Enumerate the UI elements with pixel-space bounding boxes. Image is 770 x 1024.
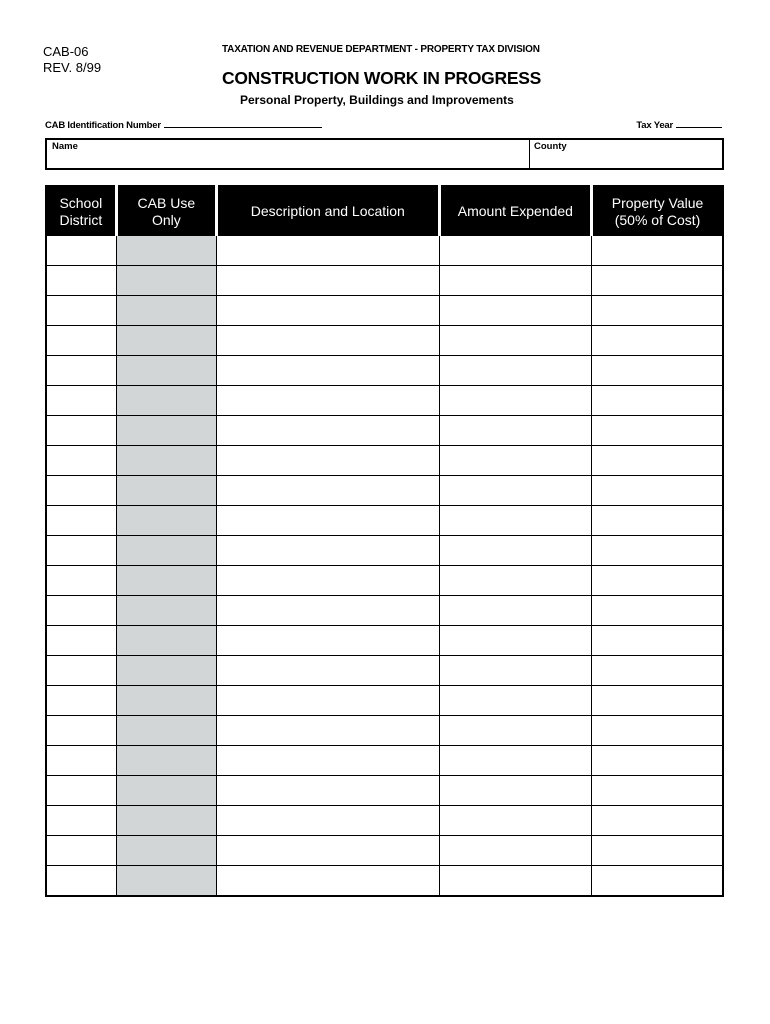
school-district-cell[interactable] xyxy=(46,386,116,416)
table-row xyxy=(46,386,723,416)
amount-cell[interactable] xyxy=(439,326,591,356)
property-value-cell[interactable] xyxy=(592,626,723,656)
cab-use-cell xyxy=(116,566,216,596)
description-cell[interactable] xyxy=(216,746,439,776)
description-cell[interactable] xyxy=(216,416,439,446)
construction-table xyxy=(45,185,724,897)
column-header-cab-use-only: CAB Use Only xyxy=(116,186,216,236)
page-subtitle: Personal Property, Buildings and Improvements xyxy=(240,93,514,107)
property-value-cell[interactable] xyxy=(592,236,723,266)
county-label: County xyxy=(534,141,567,152)
school-district-cell[interactable] xyxy=(46,356,116,386)
table-row xyxy=(46,236,723,266)
column-header-description-location: Description and Location xyxy=(216,186,439,236)
property-value-cell[interactable] xyxy=(592,446,723,476)
amount-cell[interactable] xyxy=(439,686,591,716)
table-row xyxy=(46,626,723,656)
cab-use-cell xyxy=(116,416,216,446)
table-row xyxy=(46,506,723,536)
cab-use-cell xyxy=(116,236,216,266)
name-county-box xyxy=(45,138,724,170)
property-value-cell[interactable] xyxy=(592,476,723,506)
table-row xyxy=(46,446,723,476)
description-cell[interactable] xyxy=(216,296,439,326)
amount-cell[interactable] xyxy=(439,416,591,446)
table-row xyxy=(46,536,723,566)
tax-year-label: Tax Year xyxy=(636,120,673,131)
cab-use-cell xyxy=(116,806,216,836)
property-value-cell[interactable] xyxy=(592,596,723,626)
school-district-cell[interactable] xyxy=(46,326,116,356)
school-district-cell[interactable] xyxy=(46,476,116,506)
school-district-cell[interactable] xyxy=(46,776,116,806)
cab-use-cell xyxy=(116,476,216,506)
school-district-cell[interactable] xyxy=(46,296,116,326)
table-row xyxy=(46,416,723,446)
amount-cell[interactable] xyxy=(439,296,591,326)
property-value-cell[interactable] xyxy=(592,266,723,296)
table-row xyxy=(46,656,723,686)
school-district-cell[interactable] xyxy=(46,266,116,296)
property-value-cell[interactable] xyxy=(592,656,723,686)
cab-use-cell xyxy=(116,266,216,296)
cab-use-cell xyxy=(116,746,216,776)
table-row xyxy=(46,296,723,326)
school-district-cell[interactable] xyxy=(46,806,116,836)
description-cell[interactable] xyxy=(216,506,439,536)
cab-id-field xyxy=(45,118,322,131)
table-row xyxy=(46,836,723,866)
cab-use-cell xyxy=(116,866,216,897)
cab-use-cell xyxy=(116,326,216,356)
description-cell[interactable] xyxy=(216,776,439,806)
cab-use-cell xyxy=(116,296,216,326)
amount-cell[interactable] xyxy=(439,356,591,386)
cab-use-cell xyxy=(116,386,216,416)
property-value-cell[interactable] xyxy=(592,536,723,566)
cab-id-input-line[interactable] xyxy=(164,118,322,128)
cab-use-cell xyxy=(116,836,216,866)
amount-cell[interactable] xyxy=(439,536,591,566)
school-district-cell[interactable] xyxy=(46,236,116,266)
amount-cell[interactable] xyxy=(439,836,591,866)
column-header-amount-expended: Amount Expended xyxy=(439,186,591,236)
property-value-cell[interactable] xyxy=(592,296,723,326)
column-header-property-value: Property Value (50% of Cost) xyxy=(592,186,723,236)
description-cell[interactable] xyxy=(216,326,439,356)
county-field[interactable] xyxy=(530,140,722,168)
amount-cell[interactable] xyxy=(439,386,591,416)
amount-cell[interactable] xyxy=(439,266,591,296)
cab-use-cell xyxy=(116,536,216,566)
amount-cell[interactable] xyxy=(439,626,591,656)
school-district-cell[interactable] xyxy=(46,626,116,656)
cab-use-cell xyxy=(116,446,216,476)
description-cell[interactable] xyxy=(216,836,439,866)
cab-use-cell xyxy=(116,626,216,656)
table-row xyxy=(46,806,723,836)
school-district-cell[interactable] xyxy=(46,506,116,536)
tax-year-field xyxy=(636,118,722,131)
property-value-cell[interactable] xyxy=(592,506,723,536)
property-value-cell[interactable] xyxy=(592,416,723,446)
school-district-cell[interactable] xyxy=(46,416,116,446)
property-value-cell[interactable] xyxy=(592,566,723,596)
cab-use-cell xyxy=(116,506,216,536)
description-cell[interactable] xyxy=(216,686,439,716)
tax-year-input-line[interactable] xyxy=(676,118,722,128)
table-body xyxy=(46,236,723,896)
table-row xyxy=(46,596,723,626)
cab-id-label: CAB Identification Number xyxy=(45,120,161,131)
table-row xyxy=(46,776,723,806)
description-cell[interactable] xyxy=(216,476,439,506)
form-code: CAB-06 xyxy=(43,44,89,59)
amount-cell[interactable] xyxy=(439,596,591,626)
property-value-cell[interactable] xyxy=(592,866,723,897)
amount-cell[interactable] xyxy=(439,866,591,897)
property-value-cell[interactable] xyxy=(592,716,723,746)
cab-use-cell xyxy=(116,776,216,806)
school-district-cell[interactable] xyxy=(46,536,116,566)
description-cell[interactable] xyxy=(216,866,439,897)
school-district-cell[interactable] xyxy=(46,716,116,746)
amount-cell[interactable] xyxy=(439,716,591,746)
property-value-cell[interactable] xyxy=(592,776,723,806)
property-value-cell[interactable] xyxy=(592,326,723,356)
description-cell[interactable] xyxy=(216,236,439,266)
table-header-row xyxy=(46,186,723,236)
property-value-cell[interactable] xyxy=(592,836,723,866)
property-value-cell[interactable] xyxy=(592,386,723,416)
name-label: Name xyxy=(52,141,78,152)
school-district-cell[interactable] xyxy=(46,836,116,866)
property-value-cell[interactable] xyxy=(592,356,723,386)
cab-use-cell xyxy=(116,686,216,716)
amount-cell[interactable] xyxy=(439,746,591,776)
table-row xyxy=(46,686,723,716)
amount-cell[interactable] xyxy=(439,656,591,686)
description-cell[interactable] xyxy=(216,716,439,746)
page-title: CONSTRUCTION WORK IN PROGRESS xyxy=(222,68,541,88)
name-field[interactable] xyxy=(47,140,530,168)
property-value-cell[interactable] xyxy=(592,746,723,776)
description-cell[interactable] xyxy=(216,446,439,476)
school-district-cell[interactable] xyxy=(46,746,116,776)
school-district-cell[interactable] xyxy=(46,686,116,716)
school-district-cell[interactable] xyxy=(46,566,116,596)
description-cell[interactable] xyxy=(216,806,439,836)
description-cell[interactable] xyxy=(216,626,439,656)
school-district-cell[interactable] xyxy=(46,656,116,686)
table-row xyxy=(46,326,723,356)
form-code-block xyxy=(43,44,101,76)
table-row xyxy=(46,356,723,386)
amount-cell[interactable] xyxy=(439,476,591,506)
cab-use-cell xyxy=(116,716,216,746)
table-row xyxy=(46,266,723,296)
cab-use-cell xyxy=(116,356,216,386)
form-revision: REV. 8/99 xyxy=(43,60,102,75)
amount-cell[interactable] xyxy=(439,446,591,476)
description-cell[interactable] xyxy=(216,266,439,296)
amount-cell[interactable] xyxy=(439,776,591,806)
school-district-cell[interactable] xyxy=(46,446,116,476)
description-cell[interactable] xyxy=(216,566,439,596)
table-row xyxy=(46,566,723,596)
description-cell[interactable] xyxy=(216,356,439,386)
amount-cell[interactable] xyxy=(439,806,591,836)
table-row xyxy=(46,866,723,897)
description-cell[interactable] xyxy=(216,656,439,686)
amount-cell[interactable] xyxy=(439,236,591,266)
cab-use-cell xyxy=(116,596,216,626)
description-cell[interactable] xyxy=(216,386,439,416)
amount-cell[interactable] xyxy=(439,506,591,536)
table-row xyxy=(46,746,723,776)
property-value-cell[interactable] xyxy=(592,686,723,716)
school-district-cell[interactable] xyxy=(46,596,116,626)
description-cell[interactable] xyxy=(216,596,439,626)
column-header-school-district: School District xyxy=(46,186,116,236)
amount-cell[interactable] xyxy=(439,566,591,596)
department-heading: TAXATION AND REVENUE DEPARTMENT - PROPERTY TAX DIVISION xyxy=(222,44,540,55)
description-cell[interactable] xyxy=(216,536,439,566)
property-value-cell[interactable] xyxy=(592,806,723,836)
table-row xyxy=(46,716,723,746)
table-row xyxy=(46,476,723,506)
cab-use-cell xyxy=(116,656,216,686)
school-district-cell[interactable] xyxy=(46,866,116,897)
